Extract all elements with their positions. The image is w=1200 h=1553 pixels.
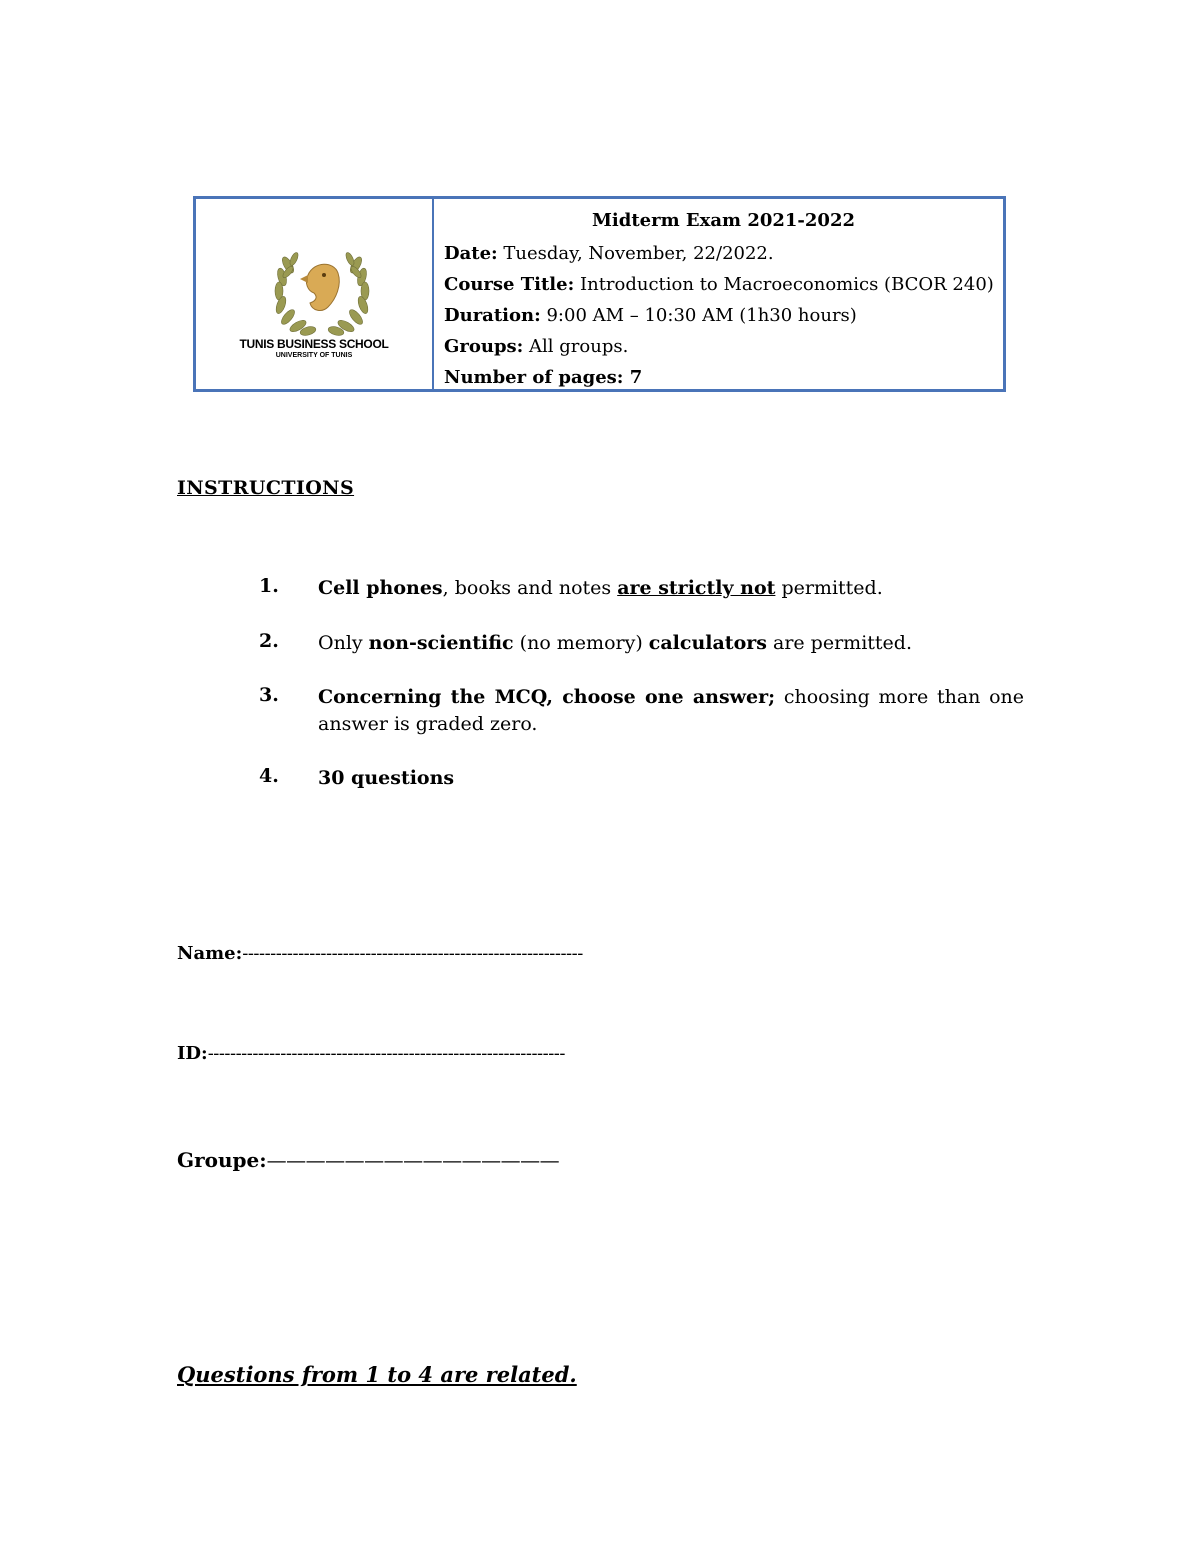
id-line: ---------------------------------------------------------------- (207, 1043, 565, 1064)
groups-label: Groups: (444, 336, 524, 357)
groupe-line: ——————————————— (266, 1148, 560, 1172)
instruction-text (318, 765, 1024, 792)
pages-label: Number of pages: 7 (444, 367, 643, 388)
instructions-heading: INSTRUCTIONS (177, 477, 355, 499)
exam-date-line (444, 238, 1003, 269)
instruction-item-2 (259, 630, 1024, 657)
instruction-number: 3. (259, 684, 279, 706)
course-value: Introduction to Macroeconomics (BCOR 240) (579, 274, 994, 295)
instruction-text (318, 684, 1024, 738)
duration-value: 9:00 AM – 10:30 AM (1h30 hours) (546, 305, 857, 326)
instruction-plain: permitted. (775, 577, 883, 599)
id-label: ID: (177, 1043, 208, 1064)
instruction-bold: 30 questions (318, 767, 455, 789)
logo-university-name: UNIVERSITY OF TUNIS (275, 352, 353, 359)
groups-line (444, 331, 1003, 362)
instruction-plain: choosing more than one answer is graded zero. (318, 686, 1024, 735)
instruction-plain: Only (318, 632, 369, 654)
pages-line (444, 362, 1003, 393)
instruction-number: 1. (259, 575, 279, 597)
duration-line (444, 300, 1003, 331)
instruction-bold: Concerning the MCQ, choose one answer; (318, 686, 776, 708)
course-label: Course Title: (444, 274, 575, 295)
id-field[interactable] (177, 1043, 565, 1064)
date-label: Date: (444, 243, 498, 264)
instruction-bold: non-scientific (368, 632, 514, 654)
instruction-text (318, 575, 1024, 602)
instruction-text (318, 630, 1024, 657)
duration-label: Duration: (444, 305, 541, 326)
instruction-underlined: are strictly not (617, 577, 776, 599)
name-field[interactable] (177, 943, 583, 964)
course-title-line (444, 269, 1003, 300)
instruction-bold: calculators (648, 632, 767, 654)
exam-info-cell (434, 199, 1003, 389)
date-value: Tuesday, November, 22/2022. (503, 243, 774, 264)
instruction-plain: are permitted. (766, 632, 912, 654)
groupe-label: Groupe: (177, 1148, 267, 1172)
instruction-bold: Cell phones (318, 577, 443, 599)
instruction-number: 4. (259, 765, 279, 787)
logo-school-name: TUNIS BUSINESS SCHOOL (239, 337, 389, 351)
instruction-number: 2. (259, 630, 279, 652)
exam-header-box (193, 196, 1006, 392)
related-questions-note: Questions from 1 to 4 are related. (177, 1362, 577, 1387)
name-label: Name: (177, 943, 243, 964)
groupe-field[interactable] (177, 1148, 559, 1172)
logo-cell (196, 199, 434, 389)
instruction-item-1 (259, 575, 1024, 602)
instruction-plain: (no memory) (513, 632, 649, 654)
name-line: ------------------------------------------------------------- (242, 943, 583, 964)
instruction-item-3 (259, 684, 1024, 738)
groups-value: All groups. (529, 336, 629, 357)
exam-title: Midterm Exam 2021-2022 (591, 210, 855, 231)
tunis-business-school-logo (196, 199, 432, 389)
instruction-item-4 (259, 765, 1024, 792)
instruction-plain: , books and notes (442, 577, 618, 599)
